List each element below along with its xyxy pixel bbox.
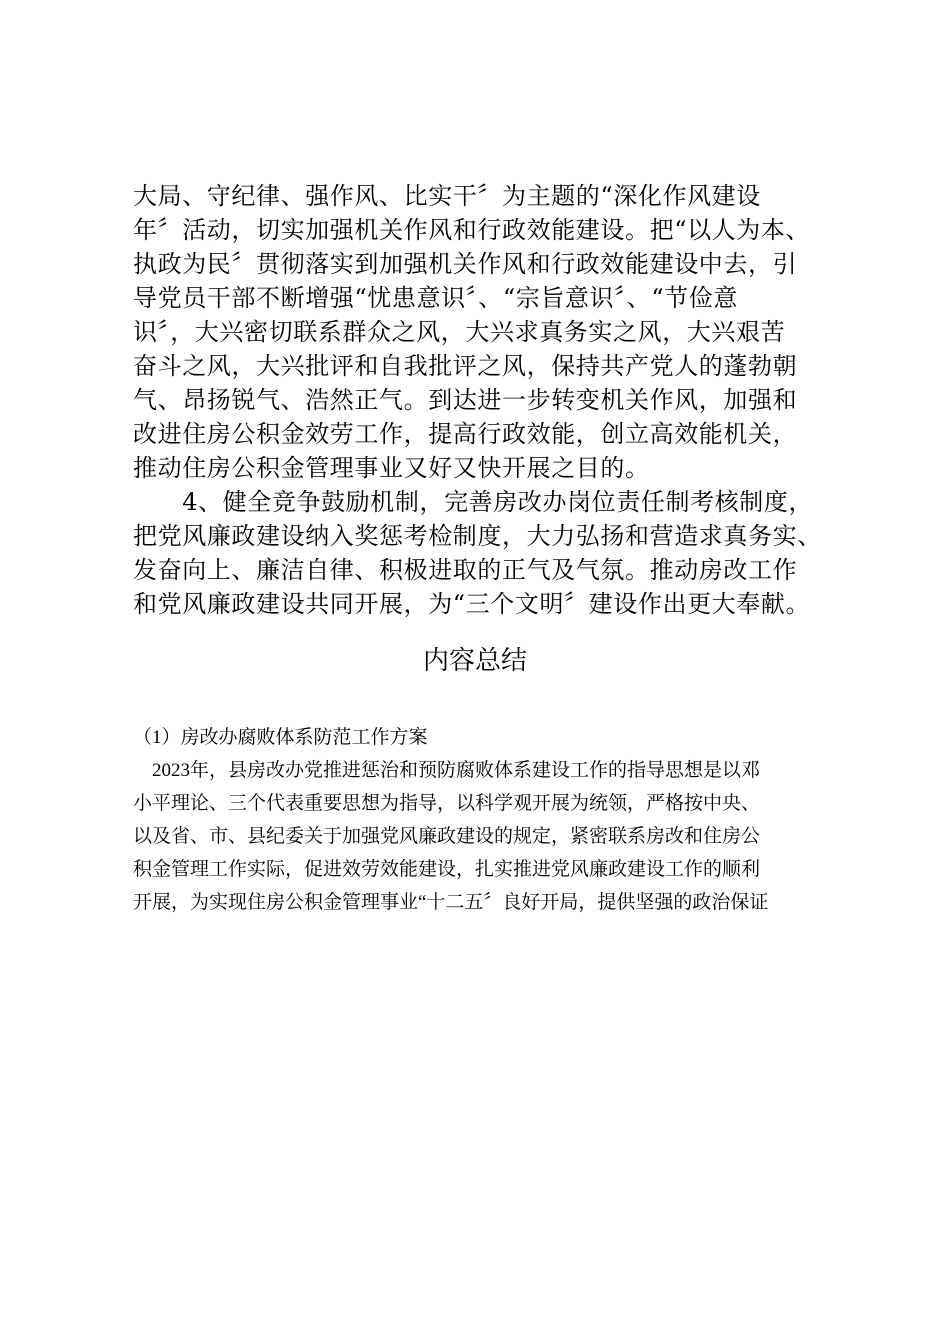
body-text-line: 年〞活动，切实加强机关作风和行政效能建设。把“以人为本、: [133, 216, 811, 244]
body-text-line: 4、健全竞争鼓励机制，完善房改办岗位责任制考核制度，: [133, 488, 814, 516]
body-text-line: 大局、守纪律、强作风、比实干〞为主题的“深化作风建设: [133, 182, 761, 210]
summary-text-line: 2023年，县房改办党推进惩治和预防腐败体系建设工作的指导思想是以邓: [133, 760, 761, 781]
summary-heading: （1）房改办腐败体系防范工作方案: [133, 727, 428, 748]
body-text-line: 推动住房公积金管理事业又好又快开展之目的。: [133, 454, 650, 482]
summary-text-line: 以及省、市、县纪委关于加强党风廉政建设的规定，紧密联系房改和住房公: [133, 826, 761, 847]
body-text-line: 气、昂扬锐气、浩然正气。到达进一步转变机关作风，加强和: [133, 386, 798, 414]
summary-text-line: 积金管理工作实际，促进效劳效能建设，扎实推进党风廉政建设工作的顺利: [133, 859, 761, 880]
body-text-line: 改进住房公积金效劳工作，提高行政效能，创立高效能机关，: [133, 420, 798, 448]
body-text-line: 执政为民〞贯彻落实到加强机关作风和行政效能建设中去，引: [133, 250, 798, 278]
summary-text-line: 开展，为实现住房公积金管理事业“十二五〞良好开局，提供坚强的政治保证: [133, 892, 769, 913]
summary-text-line: 小平理论、三个代表重要思想为指导，以科学观开展为统领，严格按中央、: [133, 793, 761, 814]
body-text-line: 和党风廉政建设共同开展，为“三个文明〞建设作出更大奉献。: [133, 590, 811, 618]
summary-title: 内容总结: [422, 646, 527, 676]
body-text-line: 导党员干部不断增强“忧患意识〞、“宗旨意识〞、“节俭意: [133, 284, 739, 312]
body-text-line: 发奋向上、廉洁自律、积极进取的正气及气氛。推动房改工作: [133, 556, 798, 584]
body-text-line: 识〞，大兴密切联系群众之风，大兴求真务实之风，大兴艰苦: [133, 318, 786, 346]
body-text-line: 奋斗之风，大兴批评和自我批评之风，保持共产党人的蓬勃朝: [133, 352, 798, 380]
body-text-line: 把党风廉政建设纳入奖惩考检制度，大力弘扬和营造求真务实、: [133, 522, 822, 550]
